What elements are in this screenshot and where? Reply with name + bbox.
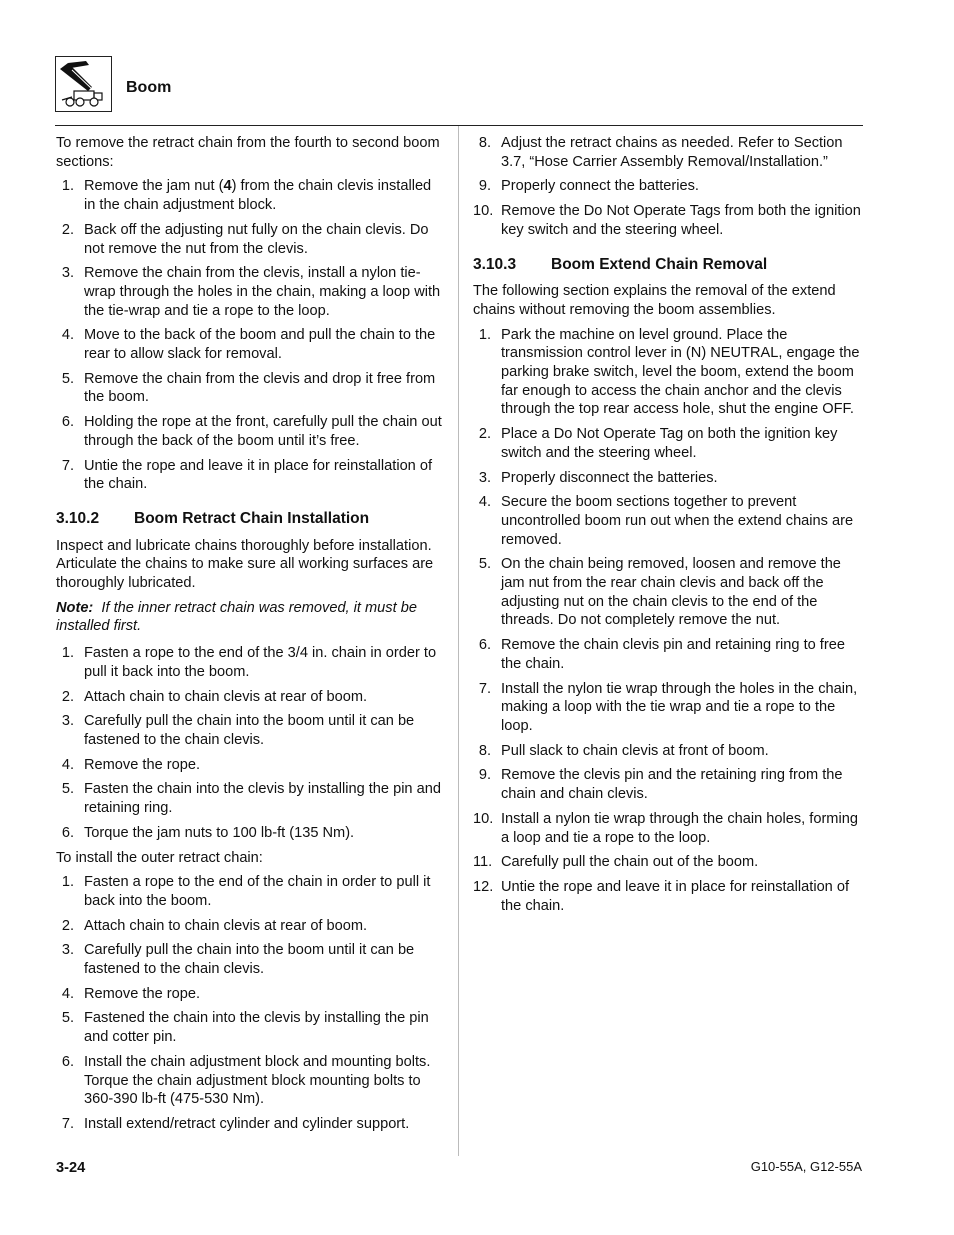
step-text: Install extend/retract cylinder and cylinder support. xyxy=(84,1115,410,1132)
step-text: Remove the rope. xyxy=(84,985,201,1002)
list-item xyxy=(473,202,865,239)
note xyxy=(56,599,444,636)
list-item xyxy=(56,873,444,910)
step-number: 12. xyxy=(473,878,494,895)
step-number: 5. xyxy=(61,370,74,387)
step-text: Move to the back of the boom and pull the chain to the rear to allow slack for removal. xyxy=(84,327,436,363)
list-item xyxy=(56,917,444,936)
list-item xyxy=(473,742,865,761)
step-number: 6. xyxy=(61,824,74,841)
step-number: 6. xyxy=(61,1053,74,1070)
list-item xyxy=(56,370,444,407)
model-number: G10-55A, G12-55A xyxy=(750,1159,862,1174)
list-item xyxy=(56,264,444,320)
step-text: Park the machine on level ground. Place the transmission control lever in (N) NEUTRAL, engage the parking brake switch, level the boom, extend the boom far enough to access the chain anchor and the clevis through the top rear access hole, shut the engine OFF. xyxy=(501,326,860,418)
step-text: Fastened the chain into the clevis by installing the pin and cotter pin. xyxy=(84,1010,429,1046)
step-number: 10. xyxy=(473,203,494,220)
install-continued-steps xyxy=(473,134,865,240)
step-number: 7. xyxy=(61,457,74,474)
list-item xyxy=(56,457,444,494)
section-heading xyxy=(56,510,444,529)
step-text: Fasten a rope to the end of the chain in order to pull it back into the boom. xyxy=(84,874,431,909)
step-text: Install the chain adjustment block and mounting bolts. Torque the chain adjustment block mounting bolts to 360-390 lb-ft (475-530 Nm). xyxy=(84,1053,431,1108)
step-number: 8. xyxy=(478,135,491,151)
step-text: Pull slack to chain clevis at front of boom. xyxy=(501,742,769,759)
step-text: Secure the boom sections together to prevent uncontrolled boom run out when the extend chains are removed. xyxy=(501,494,854,548)
list-item xyxy=(56,780,444,817)
step-text: Attach chain to chain clevis at rear of boom. xyxy=(84,688,368,705)
section-heading xyxy=(473,256,865,275)
step-text: Properly disconnect the batteries. xyxy=(501,469,718,486)
step-number: 2. xyxy=(61,221,74,238)
header-rule xyxy=(55,125,863,126)
section-title: Boom Extend Chain Removal xyxy=(551,255,768,273)
step-text: Carefully pull the chain out of the boom. xyxy=(501,854,759,871)
list-item xyxy=(56,1009,444,1046)
step-text: On the chain being removed, loosen and remove the jam nut from the rear chain clevis and back off the adjusting nut on the chain clevis to the end of the threads. Do not completely remove the nut. xyxy=(501,556,841,629)
retract-removal-steps xyxy=(56,177,444,494)
step-number: 9. xyxy=(478,767,491,784)
step-text: Untie the rope and leave it in place for reinstallation of the chain. xyxy=(501,878,850,914)
list-item xyxy=(473,469,865,488)
step-text: Torque the jam nuts to 100 lb-ft (135 Nm). xyxy=(84,824,355,841)
column-divider xyxy=(458,126,459,1156)
step-number: 3. xyxy=(478,469,491,486)
step-text: Remove the clevis pin and the retaining ring from the chain and chain clevis. xyxy=(501,767,843,803)
step-text: Remove the chain from the clevis, install a nylon tie-wrap through the holes in the chain, making a loop with the tie-wrap and tie a rope to the loop. xyxy=(84,265,441,319)
step-text: Untie the rope and leave it in place for reinstallation of the chain. xyxy=(84,457,433,493)
step-text: Holding the rope at the front, carefully pull the chain out through the back of the boom until it’s free. xyxy=(84,414,442,449)
left-column xyxy=(56,134,444,1140)
list-item xyxy=(56,177,444,214)
step-text: ) from the chain clevis installed in the chain adjustment block. xyxy=(84,178,432,214)
list-item xyxy=(473,810,865,847)
page-number: 3-24 xyxy=(56,1160,86,1176)
outer-intro: To install the outer retract chain: xyxy=(56,849,263,866)
step-text: Attach chain to chain clevis at rear of boom. xyxy=(84,917,368,934)
step-number: 10. xyxy=(473,810,494,827)
step-number: 3. xyxy=(61,942,74,959)
step-number: 4. xyxy=(61,985,74,1002)
intro-paragraph: To remove the retract chain from the fourth to second boom sections: xyxy=(56,135,440,170)
step-number: 7. xyxy=(61,1115,74,1132)
list-item xyxy=(56,941,444,978)
section-title: Boom Retract Chain Installation xyxy=(134,509,370,527)
step-number: 4. xyxy=(478,494,491,511)
list-item xyxy=(56,1115,444,1134)
section-intro: Inspect and lubricate chains thoroughly before installation. Articulate the chains to make sure all working surfaces are thoroughly lubricated. xyxy=(56,537,434,592)
section-intro: The following section explains the removal of the extend chains without removing the boom assemblies. xyxy=(473,283,836,318)
list-item xyxy=(56,644,444,681)
boom-machine-icon xyxy=(55,56,112,112)
list-item xyxy=(473,853,865,872)
step-text: Remove the rope. xyxy=(84,756,201,773)
step-number: 2. xyxy=(478,426,491,443)
step-number: 5. xyxy=(61,1010,74,1027)
list-item xyxy=(56,712,444,749)
step-text: Fasten a rope to the end of the 3/4 in. chain in order to pull it back into the boom. xyxy=(84,645,437,680)
step-text: Adjust the retract chains as needed. Refer to Section 3.7, “Hose Carrier Assembly Removal/Installation.” xyxy=(501,135,843,170)
step-number: 1. xyxy=(478,326,491,343)
step-text: Back off the adjusting nut fully on the chain clevis. Do not remove the nut from the clevis. xyxy=(84,221,429,257)
step-text: Install the nylon tie wrap through the holes in the chain, making a loop with the tie wrap and tie a rope to the loop. xyxy=(501,680,858,734)
list-item xyxy=(473,680,865,736)
note-text: If the inner retract chain was removed, it must be installed first. xyxy=(56,599,417,635)
step-number: 3. xyxy=(61,713,74,730)
list-item xyxy=(473,636,865,673)
list-item xyxy=(473,134,865,171)
list-item xyxy=(473,493,865,549)
list-item xyxy=(473,555,865,630)
list-item xyxy=(56,688,444,707)
list-item xyxy=(56,824,444,843)
step-text: Remove the chain clevis pin and retaining ring to free the chain. xyxy=(501,637,845,672)
step-text: Carefully pull the chain into the boom until it can be fastened to the chain clevis. xyxy=(84,942,415,978)
list-item xyxy=(56,413,444,450)
step-text: Remove the Do Not Operate Tags from both the ignition key switch and the steering wheel. xyxy=(501,203,861,238)
step-text: Place a Do Not Operate Tag on both the ignition key switch and the steering wheel. xyxy=(501,426,838,461)
step-number: 9. xyxy=(478,178,491,195)
step-number: 4. xyxy=(61,756,74,773)
list-item xyxy=(56,985,444,1004)
step-number: 1. xyxy=(61,178,74,195)
inner-install-steps xyxy=(56,644,444,842)
step-text: Fasten the chain into the clevis by installing the pin and retaining ring. xyxy=(84,781,441,817)
list-item xyxy=(473,878,865,915)
step-text: Carefully pull the chain into the boom until it can be fastened to the chain clevis. xyxy=(84,713,415,748)
step-number: 2. xyxy=(61,917,74,934)
right-column xyxy=(473,134,865,921)
step-text: Properly connect the batteries. xyxy=(501,178,699,195)
step-number: 2. xyxy=(61,688,74,705)
step-number: 1. xyxy=(61,645,74,662)
step-number: 8. xyxy=(478,742,491,759)
step-number: 4. xyxy=(61,327,74,344)
section-number: 3.10.2 xyxy=(56,509,100,527)
step-number: 7. xyxy=(478,680,491,697)
list-item xyxy=(56,756,444,775)
step-text: Remove the chain from the clevis and drop it free from the boom. xyxy=(84,370,436,406)
note-label: Note: xyxy=(56,599,94,616)
step-number: 6. xyxy=(61,414,74,431)
step-text: Install a nylon tie wrap through the chain holes, forming a loop and tie a rope to the loop. xyxy=(501,810,858,846)
list-item xyxy=(473,326,865,420)
list-item xyxy=(56,1053,444,1109)
step-number: 3. xyxy=(61,265,74,282)
list-item xyxy=(56,221,444,258)
step-number: 11. xyxy=(473,854,493,871)
step-number: 5. xyxy=(478,556,491,573)
page-title: Boom xyxy=(126,79,172,96)
step-text: Remove the jam nut ( xyxy=(84,178,224,195)
step-number: 6. xyxy=(478,637,491,654)
list-item xyxy=(473,177,865,196)
extend-removal-steps xyxy=(473,326,865,916)
step-emphasis: 4 xyxy=(223,178,232,195)
list-item xyxy=(56,326,444,363)
list-item xyxy=(473,766,865,803)
section-number: 3.10.3 xyxy=(473,255,517,273)
outer-install-steps xyxy=(56,873,444,1133)
list-item xyxy=(473,425,865,462)
step-number: 1. xyxy=(61,874,74,891)
step-number: 5. xyxy=(61,781,74,798)
